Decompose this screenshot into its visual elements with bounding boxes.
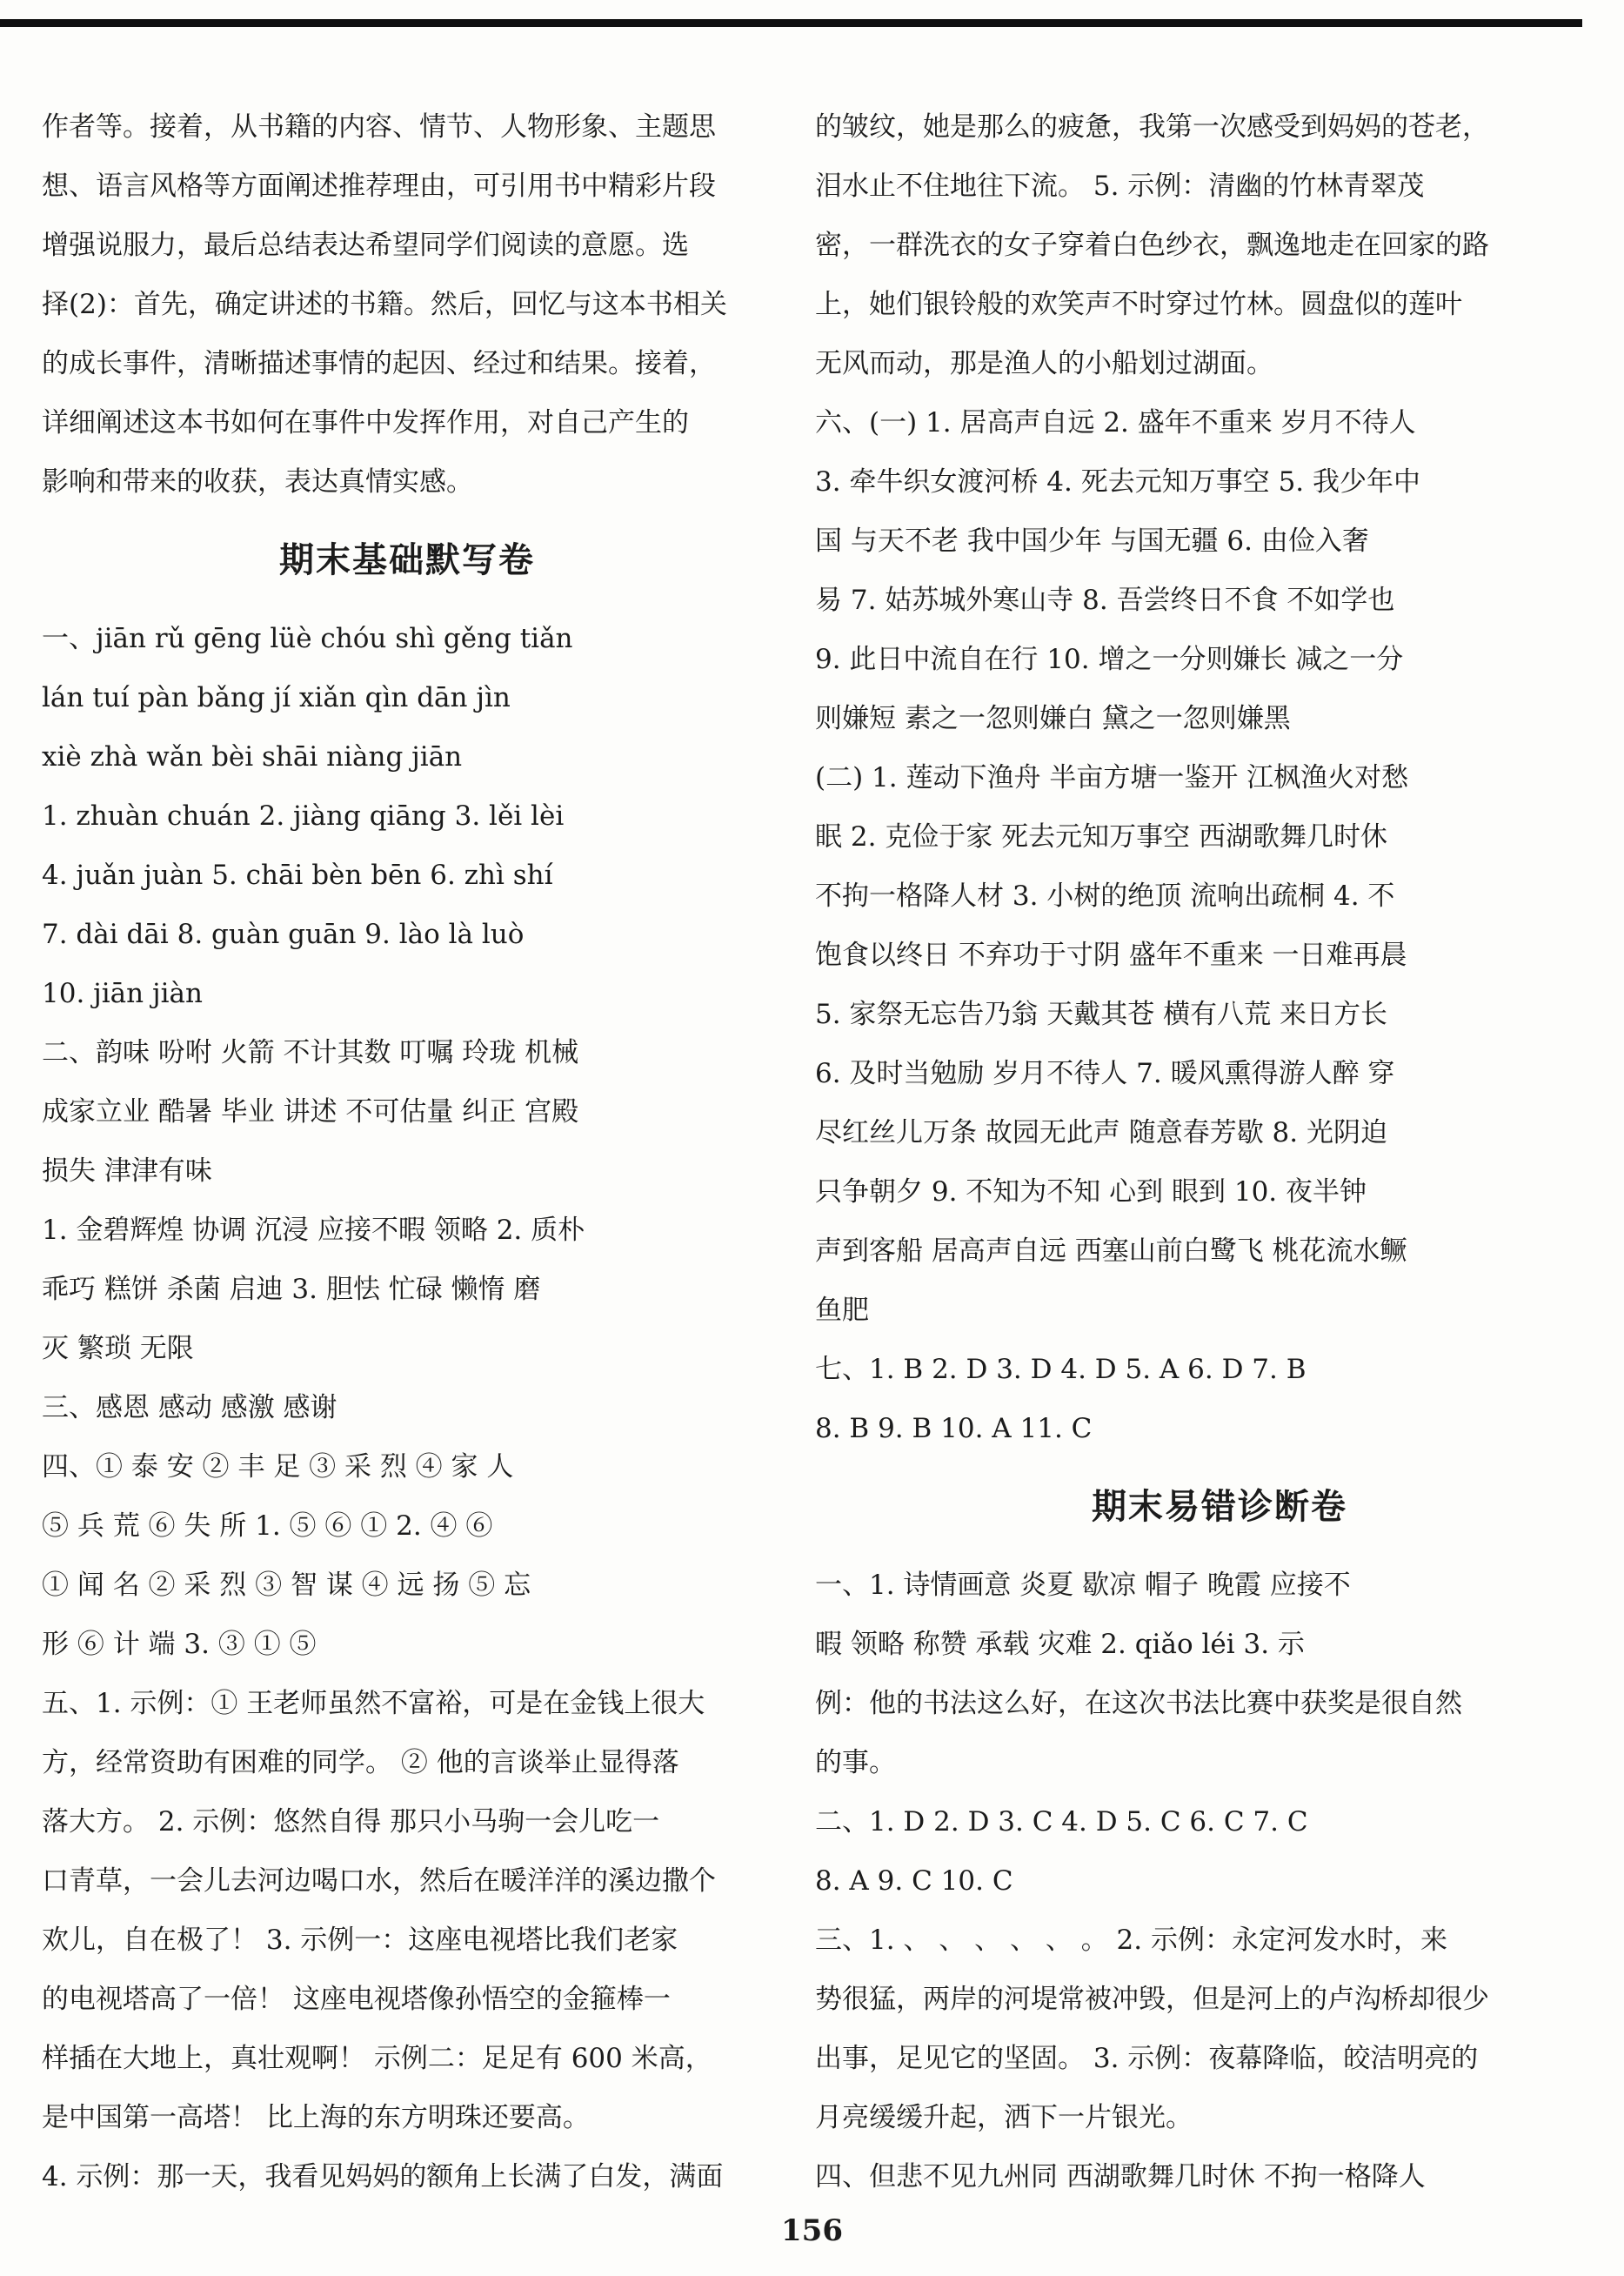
answer-line: 乖巧 糕饼 杀菌 启迪 3. 胆怯 忙碌 懒惰 磨 xyxy=(42,1274,541,1305)
answer-line: 尽红丝儿万条 故园无此声 随意春芳歇 8. 光阴迫 xyxy=(815,1117,1387,1148)
answer-line: 泪水止不住地往下流。 5. 示例：清幽的竹林青翠茂 xyxy=(815,171,1425,202)
answer-line: 出事，足见它的坚固。 3. 示例：夜幕降临，皎洁明亮的 xyxy=(815,2043,1479,2074)
answer-line: 落大方。 2. 示例：悠然自得 那只小马驹一会儿吃一 xyxy=(42,1806,660,1838)
answer-line: 鱼肥 xyxy=(815,1295,869,1326)
page-number: 156 xyxy=(781,2213,843,2248)
answer-line: 3. 牵牛织女渡河桥 4. 死去元知万事空 5. 我少年中 xyxy=(815,466,1420,498)
answer-line: 声到客船 居高声自远 西塞山前白鹭飞 桃花流水鳜 xyxy=(815,1235,1407,1267)
answer-line: 样插在大地上，真壮观啊！ 示例二：足足有 600 米高， xyxy=(42,2043,712,2074)
answer-line: 8. A 9. C 10. C xyxy=(815,1865,1013,1897)
answer-line: lán tuí pàn bǎng jí xiǎn qìn dān jìn xyxy=(42,682,511,713)
answer-line: 口青草，一会儿去河边喝口水，然后在暖洋洋的溪边撒个 xyxy=(42,1865,716,1897)
answer-line: 7. dài dāi 8. guàn guān 9. lào là luò xyxy=(42,919,525,950)
right-column xyxy=(815,97,1572,2206)
answer-line: 一、jiān rǔ gēng lüè chóu shì gěng tiǎn xyxy=(42,623,573,654)
answer-line: 灭 繁琐 无限 xyxy=(42,1333,194,1364)
answer-line: 五、1. 示例：① 王老师虽然不富裕，可是在金钱上很大 xyxy=(42,1688,705,1719)
answer-line: 是中国第一高塔！ 比上海的东方明珠还要高。 xyxy=(42,2102,590,2133)
answer-line: 不拘一格降人材 3. 小树的绝顶 流响出疏桐 4. 不 xyxy=(815,880,1395,912)
answer-line: 的皱纹，她是那么的疲惫，我第一次感受到妈妈的苍老， xyxy=(815,111,1489,143)
answer-line: 成家立业 酷暑 毕业 讲述 不可估量 纠正 宫殿 xyxy=(42,1096,579,1128)
answer-line: 七、1. B 2. D 3. D 4. D 5. A 6. D 7. B xyxy=(815,1354,1307,1385)
basic-dictation-answers xyxy=(42,609,772,2206)
answer-line: 9. 此日中流自在行 10. 增之一分则嫌长 减之一分 xyxy=(815,644,1404,675)
answer-line: 月亮缓缓升起，洒下一片银光。 xyxy=(815,2102,1193,2133)
left-column xyxy=(42,97,772,2206)
text-line: 作者等。接着，从书籍的内容、情节、人物形象、主题思 xyxy=(42,111,716,143)
answer-line: 则嫌短 素之一忽则嫌白 黛之一忽则嫌黑 xyxy=(815,703,1291,734)
answer-line: 二、1. D 2. D 3. C 4. D 5. C 6. C 7. C xyxy=(815,1806,1308,1838)
answer-line: 眠 2. 克俭于家 死去元知万事空 西湖歌舞几时休 xyxy=(815,821,1387,853)
answer-line: 三、1. 、 、 、 、 、 。 2. 示例：永定河发水时，来 xyxy=(815,1925,1447,1956)
answer-line: ① 闻 名 ② 采 烈 ③ 智 谋 ④ 远 扬 ⑤ 忘 xyxy=(42,1570,531,1601)
answer-line: 欢儿，自在极了！ 3. 示例一：这座电视塔比我们老家 xyxy=(42,1925,678,1956)
answer-line: 损失 津津有味 xyxy=(42,1155,212,1187)
error-diagnosis-answers xyxy=(815,1556,1572,2206)
answer-line: 4. juǎn juàn 5. chāi bèn bēn 6. zhì shí xyxy=(42,860,553,891)
answer-line: 饱食以终日 不弃功于寸阴 盛年不重来 一日难再晨 xyxy=(815,940,1407,971)
answer-line: 国 与天不老 我中国少年 与国无疆 6. 由俭入奢 xyxy=(815,525,1369,557)
answer-line: 1. zhuàn chuán 2. jiàng qiāng 3. lěi lèi xyxy=(42,800,565,832)
answer-line: 密，一群洗衣的女子穿着白色纱衣，飘逸地走在回家的路 xyxy=(815,230,1489,261)
answer-line: 三、感恩 感动 感激 感谢 xyxy=(42,1392,337,1423)
continued-answers xyxy=(815,97,1572,1458)
answer-line: 易 7. 姑苏城外寒山寺 8. 吾尝终日不食 不如学也 xyxy=(815,585,1395,616)
answer-line: 暇 领略 称赞 承载 灾难 2. qiǎo léi 3. 示 xyxy=(815,1629,1305,1660)
answer-line: ⑤ 兵 荒 ⑥ 失 所 1. ⑤ ⑥ ① 2. ④ ⑥ xyxy=(42,1510,493,1542)
top-rule xyxy=(0,19,1582,27)
answer-line: 形 ⑥ 计 端 3. ③ ① ⑤ xyxy=(42,1629,317,1660)
answer-line: 四、但悲不见九州同 西湖歌舞几时休 不拘一格降人 xyxy=(815,2161,1426,2192)
section-title-error-diagnosis: 期末易错诊断卷 xyxy=(1092,1487,1347,1527)
answer-line: (二) 1. 莲动下渔舟 半亩方塘一鉴开 江枫渔火对愁 xyxy=(815,762,1409,793)
text-line: 详细阐述这本书如何在事件中发挥作用，对自己产生的 xyxy=(42,407,689,438)
text-line: 择(2)：首先，确定讲述的书籍。然后，回忆与这本书相关 xyxy=(42,289,727,320)
section-title-basic-dictation: 期末基础默写卷 xyxy=(279,540,535,580)
answer-line: 6. 及时当勉励 岁月不待人 7. 暖风熏得游人醉 穿 xyxy=(815,1058,1395,1089)
answer-line: 的电视塔高了一倍！ 这座电视塔像孙悟空的金箍棒一 xyxy=(42,1984,671,2015)
answer-line: 4. 示例：那一天，我看见妈妈的额角上长满了白发，满面 xyxy=(42,2161,724,2192)
answer-line: 1. 金碧辉煌 协调 沉浸 应接不暇 领略 2. 质朴 xyxy=(42,1215,585,1246)
answer-line: 上，她们银铃般的欢笑声不时穿过竹林。圆盘似的莲叶 xyxy=(815,289,1462,320)
text-line: 影响和带来的收获，表达真情实感。 xyxy=(42,466,473,498)
answer-line: 的事。 xyxy=(815,1747,896,1778)
answer-line: 二、韵味 吩咐 火箭 不计其数 叮嘱 玲珑 机械 xyxy=(42,1037,579,1068)
answer-line: 无风而动，那是渔人的小船划过湖面。 xyxy=(815,348,1273,379)
text-line: 的成长事件，清晰描述事情的起因、经过和结果。接着， xyxy=(42,348,716,379)
answer-line: 六、(一) 1. 居高声自远 2. 盛年不重来 岁月不待人 xyxy=(815,407,1416,438)
answer-line: 只争朝夕 9. 不知为不知 心到 眼到 10. 夜半钟 xyxy=(815,1176,1367,1208)
answer-line: 方，经常资助有困难的同学。 ② 他的言谈举止显得落 xyxy=(42,1747,679,1778)
answer-line: 四、① 泰 安 ② 丰 足 ③ 采 烈 ④ 家 人 xyxy=(42,1451,514,1483)
answer-line: 势很猛，两岸的河堤常被冲毁，但是河上的卢沟桥却很少 xyxy=(815,1984,1489,2015)
answer-line: xiè zhà wǎn bèi shāi niàng jiān xyxy=(42,741,463,773)
answer-line: 10. jiān jiàn xyxy=(42,978,203,1009)
answer-line: 5. 家祭无忘告乃翁 天戴其苍 横有八荒 来日方长 xyxy=(815,999,1387,1030)
text-line: 想、语言风格等方面阐述推荐理由，可引用书中精彩片段 xyxy=(42,171,716,202)
answer-line: 一、1. 诗情画意 炎夏 歇凉 帽子 晚霞 应接不 xyxy=(815,1570,1351,1601)
text-line: 增强说服力，最后总结表达希望同学们阅读的意愿。选 xyxy=(42,230,689,261)
intro-paragraph xyxy=(42,97,772,512)
answer-line: 例：他的书法这么好，在这次书法比赛中获奖是很自然 xyxy=(815,1688,1462,1719)
answer-line: 8. B 9. B 10. A 11. C xyxy=(815,1413,1093,1444)
